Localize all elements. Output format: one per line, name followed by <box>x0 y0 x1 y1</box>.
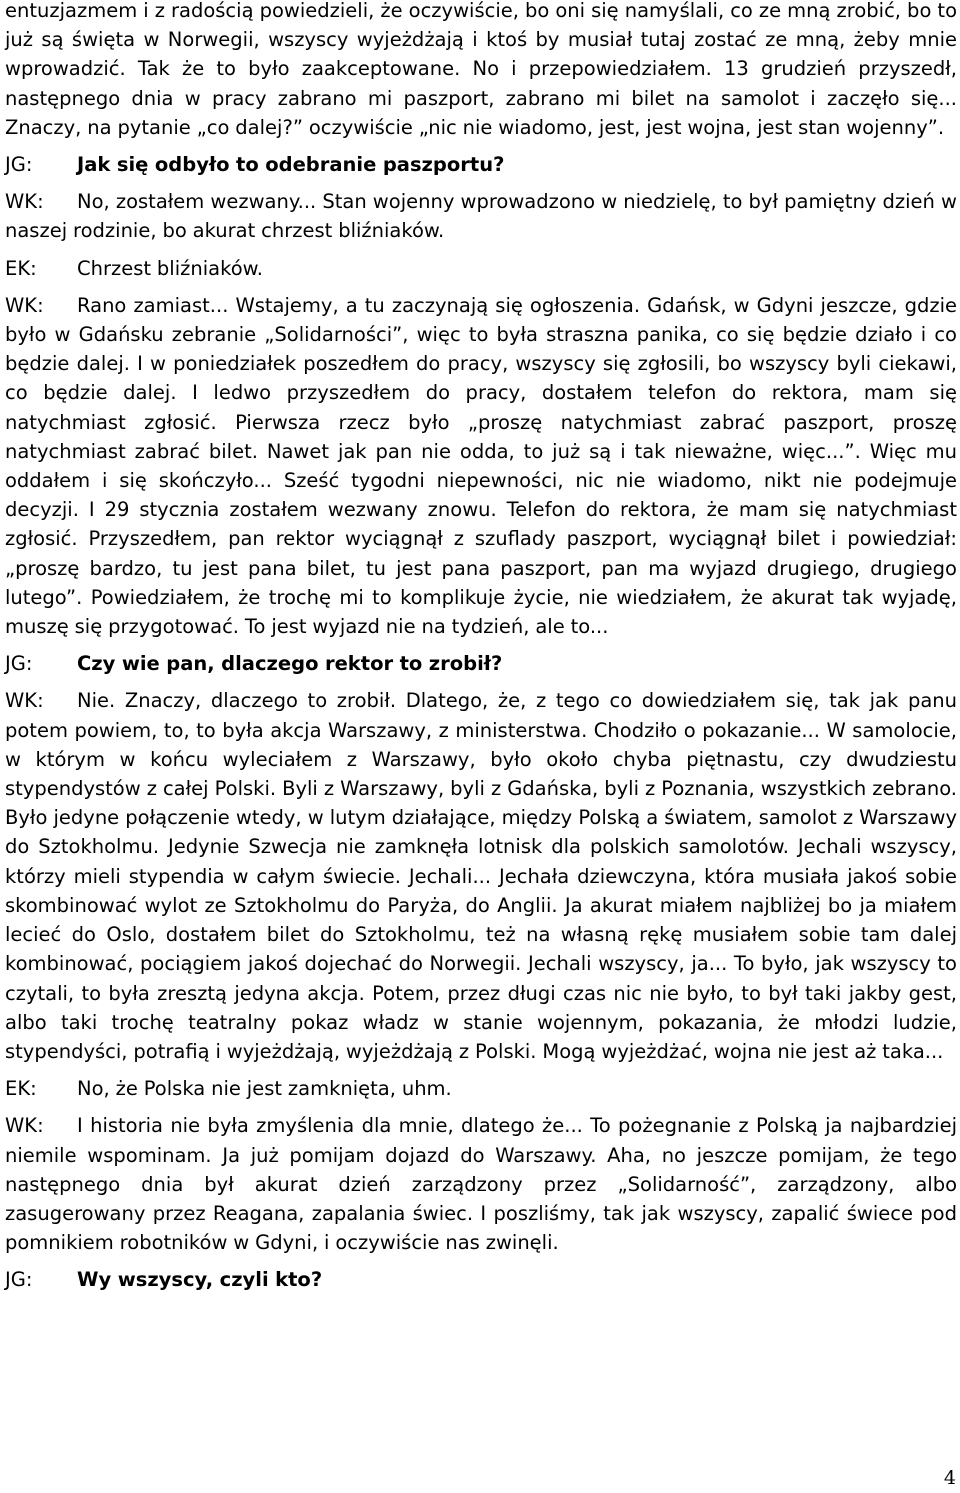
transcript-paragraph <box>5 686 957 1066</box>
speaker-label: JG: <box>5 153 33 177</box>
paragraph-text: entuzjazmem i z radością powiedzieli, że oczywiście, bo oni się namyślali, co ze mną zrobić, bo to już są święta w Norwegii, wszyscy wyjeżdżają i ktoś by musiał tutaj zostać ze mną, żeby mnie wprowadzić. Tak że to było zaakceptowane. No i przepowiedziałem. 13 grudzień przyszedł, następnego dnia w pracy zabrano mi paszport, zabrano mi bilet na samolot i zaczęło się... Znaczy, na pytanie „co dalej?” oczywiście „nic nie wiadomo, jest, jest wojna, jest stan wojenny”. <box>5 0 957 139</box>
interviewer-question <box>5 1265 957 1294</box>
transcript-paragraph <box>5 0 957 142</box>
paragraph-text: Chrzest bliźniaków. <box>77 256 263 280</box>
speaker-label: WK: <box>5 293 44 317</box>
paragraph-text: No, że Polska nie jest zamknięta, uhm. <box>77 1077 452 1101</box>
speaker-label: WK: <box>5 1114 44 1138</box>
interviewer-question <box>5 150 957 179</box>
speaker-label: WK: <box>5 190 44 214</box>
paragraph-text: No, zostałem wezwany... Stan wojenny wprowadzono w niedzielę, to był pamiętny dzień w naszej rodzinie, bo akurat chrzest bliźniaków. <box>5 190 957 243</box>
speaker-label: EK: <box>5 1077 37 1101</box>
interviewer-question <box>5 649 957 678</box>
transcript-paragraph <box>5 1074 957 1103</box>
paragraph-text: Rano zamiast... Wstajemy, a tu zaczynają się ogłoszenia. Gdańsk, w Gdyni jeszcze, gdzie było w Gdańsku zebranie „Solidarności”, więc to była straszna panika, co się będzie działo i co będzie dalej. I w poniedziałek poszedłem do pracy, wszyscy się zgłosili, bo wszyscy byli ciekawi, co będzie dalej. I ledwo przyszedłem do pracy, dostałem telefon do rektora, mam się natychmiast zgłosić. Pierwsza rzecz było „proszę natychmiast zabrać paszport, proszę natychmiast zabrać bilet. Nawet jak pan nie odda, to już są i tak nieważne, więc...”. Więc mu oddałem i się skończyło... Sześć tygodni niepewności, nic nie wiadomo, nikt nie podejmuje decyzji. I 29 stycznia zostałem wezwany znowu. Telefon do rektora, że mam się natychmiast zgłosić. Przyszedłem, pan rektor wyciągnął z szuflady paszport, wyciągnął bilet i powiedział: „proszę bardzo, tu jest pana bilet, tu jest pana paszport, pan ma wyjazd drugiego, drugiego lutego”. Powiedziałem, że trochę mi to komplikuje życie, nie wiedziałem, że akurat tak wyjadę, muszę się przygotować. To jest wyjazd nie na tydzień, ale to... <box>5 293 957 639</box>
transcript-paragraph <box>5 291 957 641</box>
speaker-label: JG: <box>5 652 33 676</box>
transcript-page <box>5 0 957 1303</box>
transcript-paragraph <box>5 1111 957 1257</box>
speaker-label: EK: <box>5 256 37 280</box>
question-text: Czy wie pan, dlaczego rektor to zrobił? <box>77 652 503 676</box>
question-text: Jak się odbyło to odebranie paszportu? <box>77 153 505 177</box>
paragraph-text: I historia nie była zmyślenia dla mnie, dlatego że... To pożegnanie z Polską ja najbardziej niemile wspominam. Ja już pomijam dojazd do Warszawy. Aha, no jeszcze pomijam, że tego następnego dnia był akurat dzień zarządzony przez „Solidarność”, zarządzony, albo zasugerowany przez Reagana, zapalania świec. I poszliśmy, tak jak wszyscy, zapalić świece pod pomnikiem robotników w Gdyni, i oczywiście nas zwinęli. <box>5 1114 957 1255</box>
speaker-label: JG: <box>5 1268 33 1292</box>
question-text: Wy wszyscy, czyli kto? <box>77 1268 323 1292</box>
paragraph-text: Nie. Znaczy, dlaczego to zrobił. Dlatego, że, z tego co dowiedziałem się, tak jak panu potem powiem, to, to była akcja Warszawy, z ministerstwa. Chodziło o pokazanie... W samolocie, w którym w końcu wyleciałem z Warszawy, było około chyba piętnastu, czy dwudziestu stypendystów z całej Polski. Byli z Warszawy, byli z Gdańska, byli z Poznania, wszystkich zebrano. Było jedyne połączenie wtedy, w lutym działające, między Polską a światem, samolot z Warszawy do Sztokholmu. Jedynie Szwecja nie zamknęła lotnisk dla polskich samolotów. Jechali wszyscy, którzy mieli stypendia w całym świecie. Jechali... Jechała dziewczyna, która musiała jakoś sobie skombinować wylot ze Sztokholmu do Paryża, do Anglii. Ja akurat miałem najbliżej bo ja miałem lecieć do Oslo, dostałem bilet do Sztokholmu, też na własną rękę musiałem sobie tam dalej kombinować, pociągiem jakoś dojechać do Norwegii. Jechali wszyscy, ja... To było, jak wszyscy to czytali, to była zresztą jedyna akcja. Potem, przez długi czas nic nie było, to był taki jakby gest, albo taki trochę teatralny pokaz władz w stanie wojennym, pokazania, że młodzi ludzie, stypendyści, potrafią i wyjeżdżają, wyjeżdżają z Polski. Mogą wyjeżdżać, wojna nie jest aż taka... <box>5 689 957 1063</box>
transcript-paragraph <box>5 254 957 283</box>
transcript-paragraph <box>5 187 957 245</box>
speaker-label: WK: <box>5 689 44 713</box>
page-number: 4 <box>943 1467 956 1489</box>
